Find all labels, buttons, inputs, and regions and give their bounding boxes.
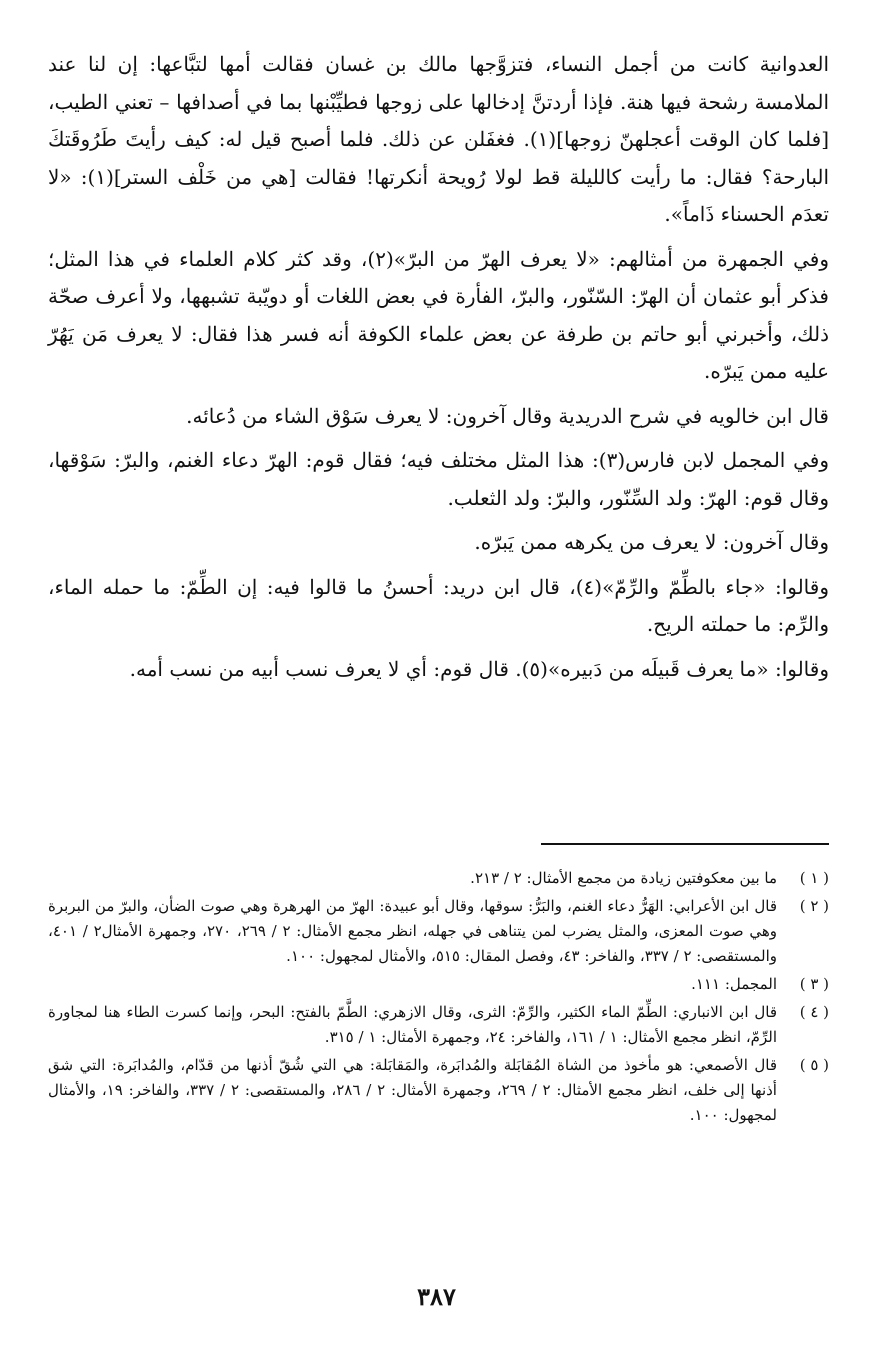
footnote-number: ( ٤ ) xyxy=(799,1003,829,1021)
footnote-text: قال الأصمعي: هو مأخوذ من الشاة المُقابَلة والمُدابَرة، والمَقابَلة: هي التي شُقّ أذنها من قدّام، والمُدابَرة: التي شق أذنها إلى خلف، انظر مجمع الأمثال: ٢ / ٢٦٩، وجمهرة الأمثال: ٢ / ٢٨٦، والمستقصى: ٢ / ٣٣٧، والفاخر: ١٩، والأمثال لمجهول: ١٠٠. xyxy=(48,1056,777,1124)
footnote xyxy=(48,894,829,969)
paragraph: قال ابن خالويه في شرح الدريدية وقال آخرون: لا يعرف سَوْق الشاء من دُعائه. xyxy=(186,403,829,428)
footnote xyxy=(48,972,829,997)
footnote-text: قال ابن الانباري: الطِّمّ الماء الكثير، والرِّمّ: الثرى، وقال الازهري: الطَّمّ بالفتح: البحر، وإنما كسرت الطاء هنا لمجاورة الرِّمّ، انظر مجمع الأمثال: ١ / ١٦١، والفاخر: ٢٤، وجمهرة الأمثال: ١ / ٣١٥. xyxy=(48,1003,777,1046)
footnote-text: المجمل: ١١١. xyxy=(691,975,777,993)
paragraph: وفي المجمل لابن فارس(٣): هذا المثل مختلف فيه؛ فقال قوم: الهرّ دعاء الغنم، والبرّ: سَوْقها، وقال قوم: الهرّ: ولد السِّنّور، والبرّ: ولد الثعلب. xyxy=(48,448,829,510)
paragraph: وفي الجمهرة من أمثالهم: «لا يعرف الهرّ من البرّ»(٢)، وقد كثر كلام العلماء في هذا المثل؛ فذكر أبو عثمان أن الهرّ: السّنّور، والبرّ، الفأرة في بعض اللغات أو دويّبة تشبهها، ولا أعرف صحّة ذلك، وأخبرني أبو حاتم بن طرفة عن بعض علماء الكوفة أنه فسر هذا فقال: لا يعرف مَن يَهُرّ عليه ممن يَبرّه. xyxy=(48,246,829,383)
footnotes xyxy=(48,866,829,1131)
footnote-divider xyxy=(541,843,829,845)
footnote xyxy=(48,1053,829,1128)
footnote-number: ( ٢ ) xyxy=(799,897,829,915)
footnote-text: ما بين معكوفتين زيادة من مجمع الأمثال: ٢ / ٢١٣. xyxy=(470,869,777,887)
page-number: ٣٨٧ xyxy=(417,1282,456,1311)
footnote xyxy=(48,1000,829,1050)
footnote xyxy=(48,866,829,891)
footnote-text: قال ابن الأعرابي: الهَرُّ دعاء الغنم، والبَرُّ: سوقها، وقال أبو عبيدة: الهرّ من الهرهرة وهي صوت الضأن، والبرّ من البربرة وهي صوت المعزى، والمثل يضرب لمن يتناهى في جهله، انظر مجمع الأمثال: ٢ / ٢٦٩، ٢٧٠، وجمهرة الأمثال٢ / ٤٠١، والمستقصى: ٢ / ٣٣٧، والفاخر: ٤٣، وفصل المقال: ٥١٥، والأمثال لمجهول: ١٠٠. xyxy=(48,897,777,965)
paragraph: وقال آخرون: لا يعرف من يكرهه ممن يَبرّه. xyxy=(474,530,829,554)
footnote-number: ( ١ ) xyxy=(799,869,829,887)
paragraph: العدوانية كانت من أجمل النساء، فتزوَّجها مالك بن غسان فقالت أمها لتبَّاعها: إن لنا عند الملامسة رشحة فيها هنة. فإذا أردتنَّ إدخالها على زوجها فطيِّبْنها بما في أصدافها – تعني الطيب، [فلما كان الوقت أعجلهنّ زوجها](١). فغفَلن عن ذلك. فلما أصبح قيل له: كيف رأيتَ طَرُوقَتكَ البارحة؟ فقال: ما رأيت كالليلة قط لولا رُويحة أنكرتها! فقالت [هي من خَلْف الستر](١): «لا تعدَم الحسناء ذَاماً». xyxy=(48,52,830,226)
main-text xyxy=(48,46,829,688)
footnote-number: ( ٣ ) xyxy=(799,975,829,993)
paragraph: وقالوا: «ما يعرف قَبيلَه من دَبيره»(٥). قال قوم: أي لا يعرف نسب أبيه من نسب أمه. xyxy=(129,656,829,681)
paragraph: وقالوا: «جاء بالطِّمّ والرِّمّ»(٤)، قال ابن دريد: أحسنُ ما قالوا فيه: إن الطِّمّ: ما حمله الماء، والرِّم: ما حملته الريح. xyxy=(48,574,829,636)
footnote-number: ( ٥ ) xyxy=(799,1056,829,1074)
